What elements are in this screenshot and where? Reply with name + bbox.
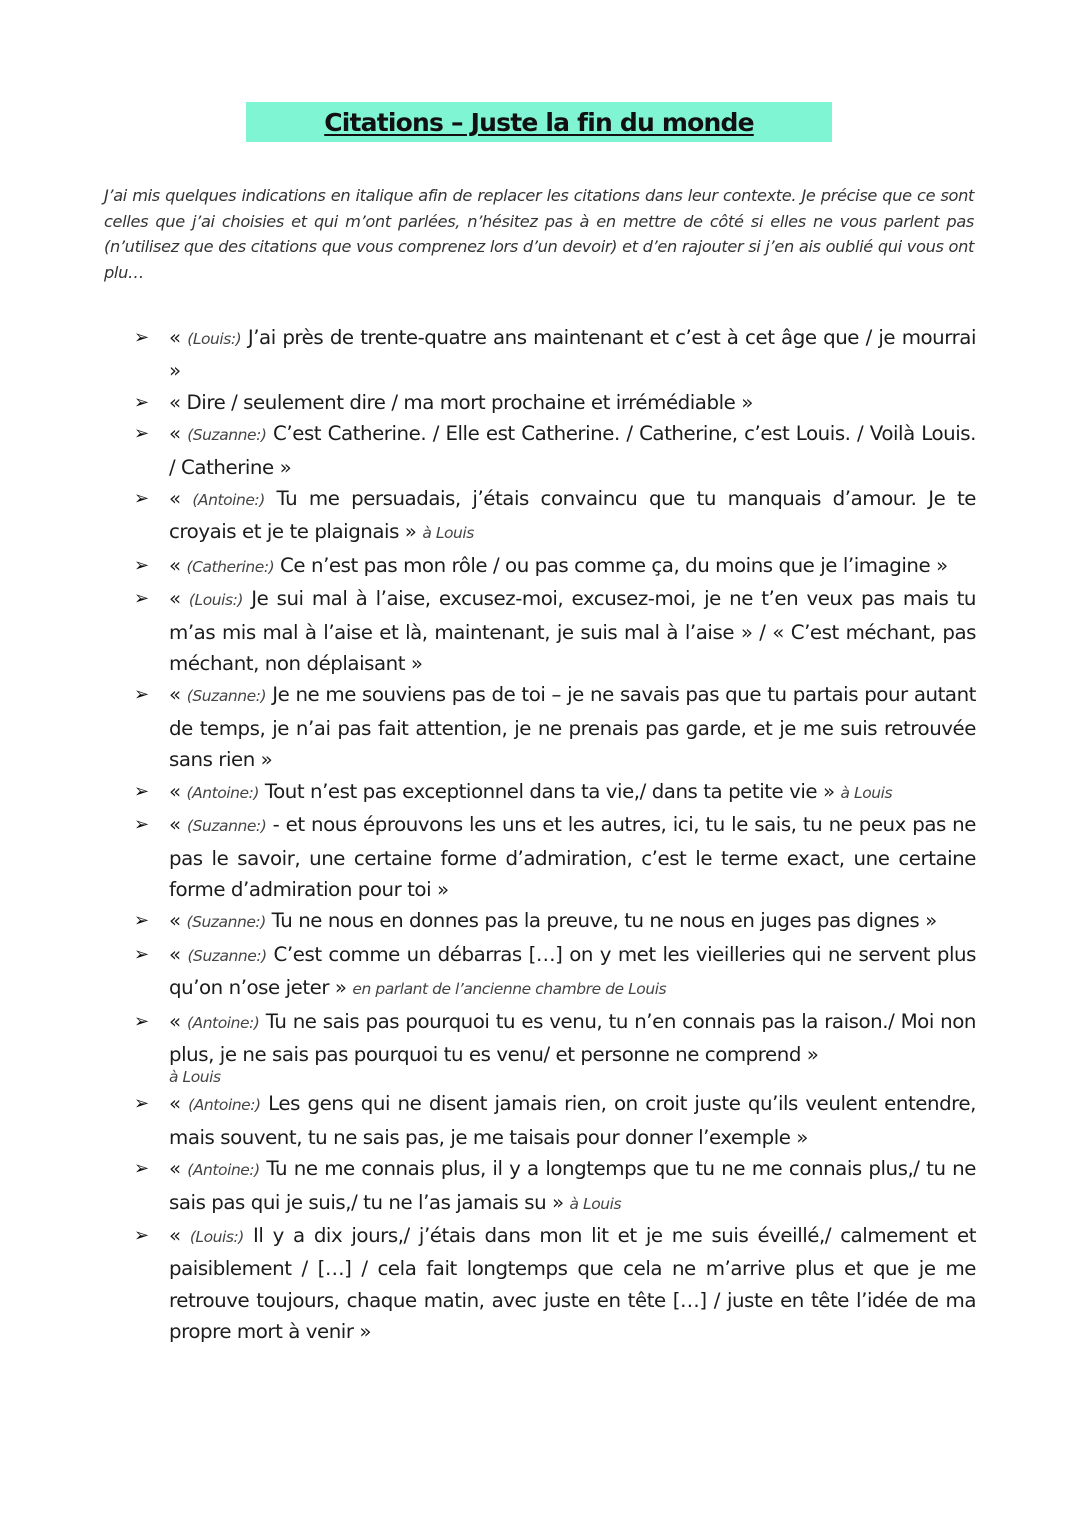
quote-speaker: (Louis:)	[188, 591, 243, 610]
quote-text: Les gens qui ne disent jamais rien, on croit juste qu’ils veulent entendre, mais souvent, tu ne sais pas, je me taisais pour donner l’exemple »	[169, 1092, 976, 1149]
quote-item	[134, 1088, 976, 1153]
quote-speaker: (Suzanne:)	[187, 946, 267, 965]
quote-open-mark: «	[169, 553, 187, 577]
arrowhead-bullet-icon: ➢	[134, 1158, 149, 1180]
quote-open-mark: «	[169, 1157, 188, 1181]
quote-speaker: (Louis:)	[187, 330, 242, 348]
quote-text: Je sui mal à l’aise, excusez-moi, excusez-moi, je ne t’en veux pas mais tu m’as mis mal à l’aise et là, maintenant, je suis mal à l’aise » / « C’est méchant, pas méchant, non déplaisant »	[169, 587, 976, 676]
quote-speaker: (Suzanne:)	[186, 913, 266, 932]
quote-text: Ce n’est pas mon rôle / ou pas comme ça, du moins que je l’imagine »	[274, 553, 948, 577]
quote-item	[134, 1153, 976, 1220]
quote-context-note: en parlant de l’ancienne chambre de Louis	[352, 980, 667, 999]
arrowhead-bullet-icon: ➢	[134, 1224, 149, 1246]
quote-item	[134, 1006, 976, 1089]
quote-item	[134, 679, 976, 775]
quote-open-mark: «	[169, 1009, 187, 1033]
arrowhead-bullet-icon: ➢	[134, 488, 149, 510]
quote-context-note: à Louis	[422, 524, 474, 543]
quote-open-mark: «	[169, 909, 187, 933]
quote-text: Tu ne sais pas pourquoi tu es venu, tu n’en connais pas la raison./ Moi non plus, je ne sais pas pourquoi tu es venu/ et personne ne comprend »	[169, 1009, 976, 1066]
quote-list	[134, 322, 976, 1348]
quote-text: - et nous éprouvons les uns et les autres, ici, tu le sais, tu ne peux pas ne pas le savoir, une certaine forme d’admiration, c’est le terme exact, une certaine forme d’admiration pour toi »	[169, 813, 976, 901]
quote-speaker: (Suzanne:)	[187, 817, 267, 836]
arrowhead-bullet-icon: ➢	[134, 684, 149, 706]
quote-text: Tu me persuadais, j’étais convaincu que tu manquais d’amour. Je te croyais et je te plaignais »	[169, 487, 976, 544]
arrowhead-bullet-icon: ➢	[134, 423, 149, 445]
quote-text: C’est comme un débarras […] on y met les vieilleries qui ne servent plus qu’on n’ose jeter »	[169, 942, 976, 1000]
quote-open-mark: «	[169, 326, 188, 349]
quote-context-note: à Louis	[569, 1194, 622, 1213]
quote-item	[134, 418, 976, 483]
arrowhead-bullet-icon: ➢	[134, 391, 149, 413]
quote-open-mark: «	[169, 683, 187, 707]
quote-text: Je ne me souviens pas de toi – je ne savais pas que tu partais pour autant de temps, je n’ai pas fait attention, je ne prenais pas garde, et je me suis retrouvée sans rien »	[169, 683, 976, 772]
arrowhead-bullet-icon: ➢	[134, 327, 149, 348]
quote-item	[134, 550, 976, 583]
arrowhead-bullet-icon: ➢	[134, 943, 149, 965]
quote-text: Tu ne nous en donnes pas la preuve, tu ne nous en juges pas dignes »	[265, 909, 937, 933]
page-title: Citations – Juste la fin du monde	[324, 107, 754, 137]
quote-text: Tout n’est pas exceptionnel dans ta vie,/ dans ta petite vie »	[258, 779, 835, 803]
arrowhead-bullet-icon: ➢	[134, 1093, 149, 1115]
quote-item	[134, 776, 976, 809]
arrowhead-bullet-icon: ➢	[134, 554, 149, 576]
quote-item	[134, 483, 976, 550]
quote-speaker: (Catherine:)	[186, 557, 275, 576]
quote-speaker: (Antoine:)	[187, 1161, 260, 1180]
quote-text: J’ai près de trente-quatre ans maintenant et c’est à cet âge que / je mourrai »	[169, 326, 976, 383]
quote-item	[134, 1220, 976, 1348]
quote-item	[134, 809, 976, 905]
title-highlight	[246, 102, 832, 142]
quote-open-mark: «	[169, 587, 189, 611]
quote-speaker: (Antoine:)	[186, 783, 259, 802]
quote-speaker: (Louis:)	[189, 1227, 244, 1246]
arrowhead-bullet-icon: ➢	[134, 1010, 149, 1032]
quote-open-mark: «	[169, 1092, 189, 1116]
quote-item	[134, 939, 976, 1006]
quote-speaker: (Antoine:)	[188, 1096, 261, 1115]
arrowhead-bullet-icon: ➢	[134, 910, 149, 932]
quote-speaker: (Suzanne:)	[186, 687, 267, 706]
quote-item	[134, 387, 976, 418]
quote-open-mark: «	[169, 942, 188, 966]
arrowhead-bullet-icon: ➢	[134, 814, 149, 836]
quote-text: Dire / seulement dire / ma mort prochaine et irrémédiable »	[186, 390, 753, 414]
quote-text: Il y a dix jours,/ j’étais dans mon lit et je me suis éveillé,/ calmement et paisiblement / […] / cela fait longtemps que cela ne m’arrive plus et que je me retrouve toujours, chaque matin, avec juste en tête […] / juste en tête l’idée de ma propre mort à venir »	[169, 1223, 976, 1344]
quote-context-note: à Louis	[840, 783, 893, 802]
arrowhead-bullet-icon: ➢	[134, 588, 149, 610]
arrowhead-bullet-icon: ➢	[134, 780, 149, 802]
intro-paragraph: J’ai mis quelques indications en italique afin de replacer les citations dans leur contexte. Je précise que ce sont celles que j’ai choisies et qui m’ont parlées, n’hésitez pas à en mettre de côté si elles ne vous parlent pas (n’utilisez que des citations que vous comprenez lors d’un devoir) et d’en rajouter si j’en ais oublié qui vous ont plu…	[104, 186, 974, 282]
quote-item	[134, 905, 976, 938]
quote-item	[134, 583, 976, 679]
quote-item	[134, 322, 976, 387]
quote-open-mark: «	[169, 487, 193, 511]
quote-speaker: (Antoine:)	[192, 491, 265, 510]
quote-open-mark: «	[169, 422, 188, 446]
quote-context-note: à Louis	[169, 1068, 221, 1087]
quote-text: Tu ne me connais plus, il y a longtemps que tu ne me connais plus,/ tu ne sais pas qui je suis,/ tu ne l’as jamais su »	[169, 1157, 976, 1214]
quote-speaker: (Antoine:)	[186, 1013, 260, 1032]
quote-open-mark: «	[169, 779, 187, 803]
quote-speaker: (Suzanne:)	[187, 426, 267, 445]
quote-open-mark: «	[169, 1223, 190, 1247]
quote-text: C’est Catherine. / Elle est Catherine. / Catherine, c’est Louis. / Voilà Louis. / Catherine »	[169, 422, 976, 479]
quote-open-mark: «	[169, 813, 187, 837]
quote-open-mark: «	[169, 390, 187, 414]
